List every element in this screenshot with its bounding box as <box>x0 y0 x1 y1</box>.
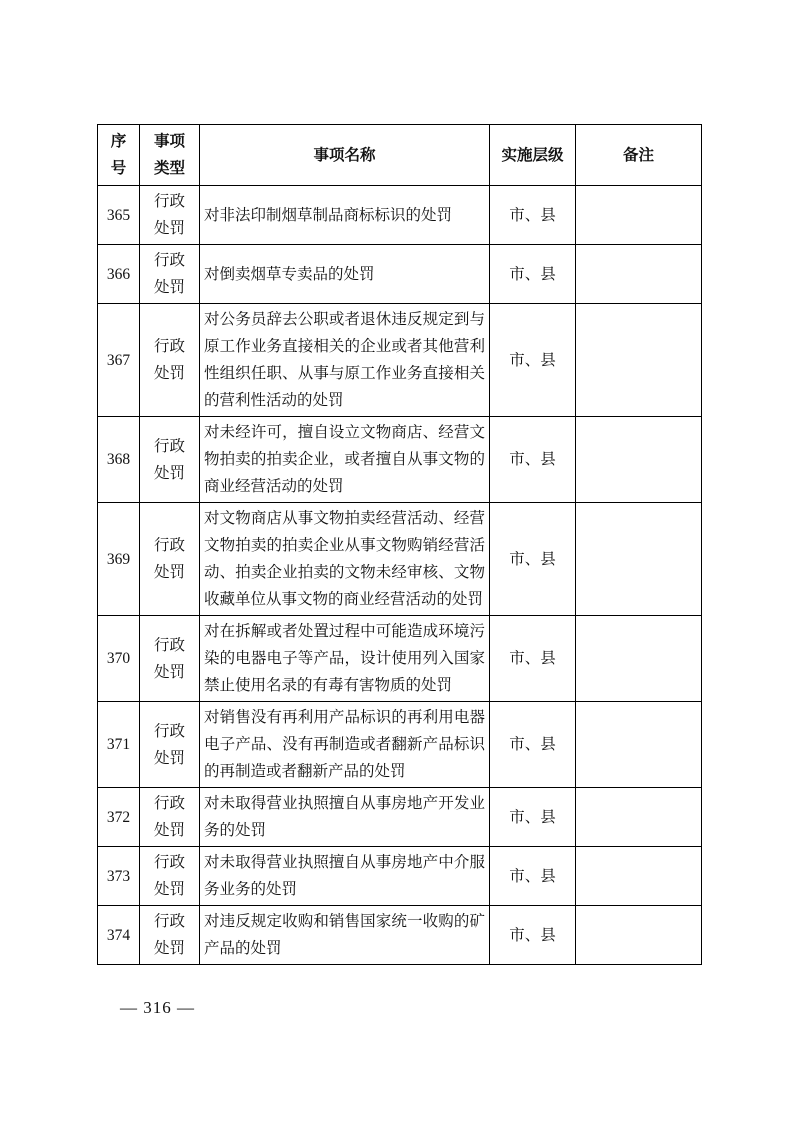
header-name <box>200 125 490 186</box>
seq-cell: 365 <box>98 186 140 245</box>
level-cell: 市、县 <box>490 702 576 788</box>
type-cell <box>140 788 200 847</box>
level-cell: 市、县 <box>490 906 576 965</box>
type-label: 行政处罚 <box>154 537 186 581</box>
level-cell: 市、县 <box>490 245 576 304</box>
table-row <box>98 417 702 503</box>
table-row <box>98 616 702 702</box>
type-cell <box>140 847 200 906</box>
name-cell: 对未取得营业执照擅自从事房地产中介服务业务的处罚 <box>200 847 490 906</box>
type-cell <box>140 245 200 304</box>
note-cell <box>576 304 702 417</box>
name-cell: 对文物商店从事文物拍卖经营活动、经营文物拍卖的拍卖企业从事文物购销经营活动、拍卖企业拍卖的文物未经审核、文物收藏单位从事文物的商业经营活动的处罚 <box>200 503 490 616</box>
table-row <box>98 304 702 417</box>
note-cell <box>576 847 702 906</box>
name-cell: 对未取得营业执照擅自从事房地产开发业务的处罚 <box>200 788 490 847</box>
seq-cell: 366 <box>98 245 140 304</box>
seq-cell: 371 <box>98 702 140 788</box>
type-cell <box>140 906 200 965</box>
type-label: 行政处罚 <box>154 193 186 237</box>
table-row <box>98 847 702 906</box>
level-cell: 市、县 <box>490 616 576 702</box>
note-cell <box>576 245 702 304</box>
header-level <box>490 125 576 186</box>
note-cell <box>576 906 702 965</box>
type-label: 行政处罚 <box>154 252 186 296</box>
level-cell: 市、县 <box>490 186 576 245</box>
name-cell: 对在拆解或者处置过程中可能造成环境污染的电器电子等产品，设计使用列入国家禁止使用名录的有毒有害物质的处罚 <box>200 616 490 702</box>
table-header-row <box>98 125 702 186</box>
seq-cell: 372 <box>98 788 140 847</box>
level-cell: 市、县 <box>490 847 576 906</box>
level-cell: 市、县 <box>490 503 576 616</box>
seq-cell: 374 <box>98 906 140 965</box>
type-label: 行政处罚 <box>154 722 186 767</box>
table-row <box>98 788 702 847</box>
type-label: 行政处罚 <box>154 437 186 482</box>
type-label: 行政处罚 <box>154 636 186 681</box>
header-seq-label: 序号 <box>110 133 127 177</box>
type-cell <box>140 503 200 616</box>
level-cell: 市、县 <box>490 788 576 847</box>
table-row <box>98 503 702 616</box>
name-cell: 对公务员辞去公职或者退休违反规定到与原工作业务直接相关的企业或者其他营利性组织任职、从事与原工作业务直接相关的营利性活动的处罚 <box>200 304 490 417</box>
level-cell: 市、县 <box>490 304 576 417</box>
name-cell: 对非法印制烟草制品商标标识的处罚 <box>200 186 490 245</box>
note-cell <box>576 616 702 702</box>
type-label: 行政处罚 <box>154 854 186 898</box>
note-cell <box>576 503 702 616</box>
type-cell <box>140 417 200 503</box>
note-cell <box>576 788 702 847</box>
seq-cell: 370 <box>98 616 140 702</box>
type-label: 行政处罚 <box>154 913 186 957</box>
type-cell <box>140 304 200 417</box>
seq-cell: 368 <box>98 417 140 503</box>
note-cell <box>576 702 702 788</box>
header-note <box>576 125 702 186</box>
table-row <box>98 186 702 245</box>
page-number: — 316 — <box>120 998 195 1017</box>
type-label: 行政处罚 <box>154 338 186 382</box>
header-type-label: 事项类型 <box>154 133 186 177</box>
table-row <box>98 702 702 788</box>
level-cell: 市、县 <box>490 417 576 503</box>
header-type <box>140 125 200 186</box>
note-cell <box>576 417 702 503</box>
type-cell <box>140 186 200 245</box>
note-cell <box>576 186 702 245</box>
type-label: 行政处罚 <box>154 795 186 839</box>
seq-cell: 373 <box>98 847 140 906</box>
header-note-label: 备注 <box>622 146 654 164</box>
seq-cell: 367 <box>98 304 140 417</box>
items-table <box>97 124 702 965</box>
name-cell: 对违反规定收购和销售国家统一收购的矿产品的处罚 <box>200 906 490 965</box>
table-row <box>98 245 702 304</box>
type-cell <box>140 616 200 702</box>
name-cell: 对倒卖烟草专卖品的处罚 <box>200 245 490 304</box>
type-cell <box>140 702 200 788</box>
name-cell: 对销售没有再利用产品标识的再利用电器电子产品、没有再制造或者翻新产品标识的再制造或者翻新产品的处罚 <box>200 702 490 788</box>
header-level-label: 实施层级 <box>501 146 564 164</box>
header-seq <box>98 125 140 186</box>
seq-cell: 369 <box>98 503 140 616</box>
name-cell: 对未经许可，擅自设立文物商店、经营文物拍卖的拍卖企业，或者擅自从事文物的商业经营活动的处罚 <box>200 417 490 503</box>
table-row <box>98 906 702 965</box>
header-name-label: 事项名称 <box>313 146 376 164</box>
